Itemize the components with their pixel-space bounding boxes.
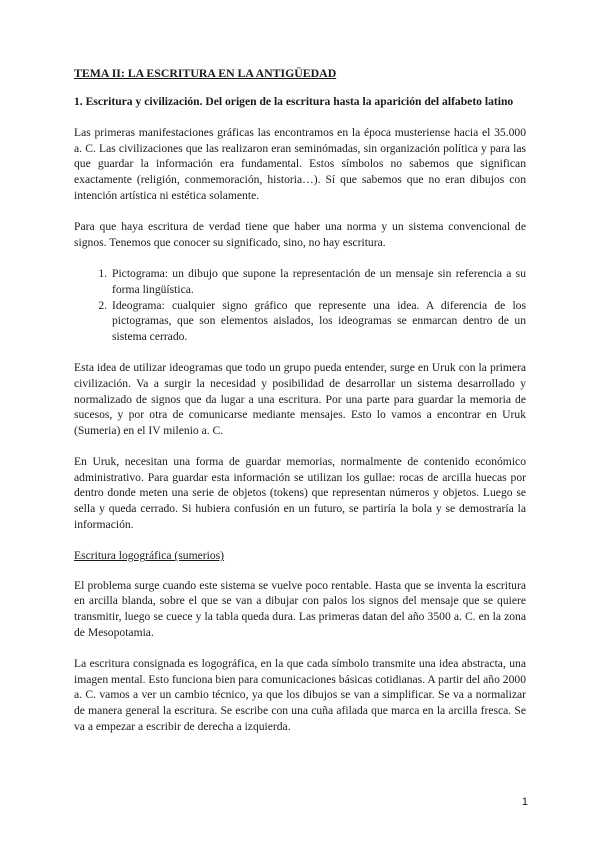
page-number: 1 (521, 796, 528, 808)
section-heading: 1. Escritura y civilización. Del origen de la escritura hasta la aparición del alfabeto latino (74, 94, 514, 108)
document-page (74, 66, 526, 750)
paragraph-arcilla: El problema surge cuando este sistema se vuelve poco rentable. Hasta que se inventa la escritura en arcilla blanda, sobre el que se van a dibujar con palos los signos del mensaje que se quiere transmitir, luego se cuece y la tabla queda dura. Las primeras datan del año 3500 a. C. en la zona de Mesopotamia. (74, 578, 526, 639)
paragraph-logografica: La escritura consignada es logográfica, en la que cada símbolo transmite una idea abstracta, una imagen mental. Esto funciona bien para comunicaciones básicas cotidianas. A partir del año 2000 a. C. vamos a ver un cambio técnico, ya que los dibujos se van a simplificar. Se va a normalizar de manera general la escritura. Se escribe con una cuña afilada que marca en la arcilla fresca. Se va a empezar a escribir de derecha a izquierda. (74, 657, 526, 733)
subheading-logografica: Escritura logográfica (sumerios) (74, 549, 225, 563)
paragraph-definition: Para que haya escritura de verdad tiene que haber una norma y un sistema convencional de signos. Tenemos que conocer su significado, sino, no hay escritura. (74, 220, 526, 249)
paragraph-uruk: Esta idea de utilizar ideogramas que todo un grupo pueda entender, surge en Uruk con la primera civilización. Va a surgir la necesidad y posibilidad de desarrollar un sistema desarrollado y normalizado de signos que da lugar a una escritura. Por una parte para guardar la memoria de sucesos, y por otra de comunicarse mediante mensajes. Esto lo vamos a encontrar en Uruk (Sumeria) en el IV milenio a. C. (74, 361, 526, 437)
list-item-ideograma: 2. Ideograma: cualquier signo gráfico que represente una idea. A diferencia de los pictogramas, que son elementos aislados, los ideogramas se enmarcan dentro de un sistema cerrado. (110, 298, 526, 345)
paragraph-gullae: En Uruk, necesitan una forma de guardar memorias, normalmente de contenido económico administrativo. Para guardar esta información se utilizan los gullae: rocas de arcilla huecas por dentro donde meten una serie de objetos (tokens) que representan números y objetos. Luego se sella y queda cerrado. Si hubiera confusión en un futuro, se partiría la bola y se demostraría la información. (74, 455, 526, 531)
list-item-pictograma: 1. Pictograma: un dibujo que supone la representación de un mensaje sin referencia a su forma lingüística. (110, 266, 526, 297)
document-title: TEMA II: LA ESCRITURA EN LA ANTIGÜEDAD (74, 66, 337, 80)
paragraph-origins: Las primeras manifestaciones gráficas las encontramos en la época musteriense hacia el 35.000 a. C. Las civilizaciones que las realizaron eran seminómadas, sin organización política y para las que guardar la información era fundamental. Estos símbolos no sabemos que significan exactamente (religión, conmemoración, historia…). Sí que sabemos que no eran dibujos con intención artística ni estética solamente. (74, 126, 526, 202)
sign-types-list (74, 266, 526, 344)
